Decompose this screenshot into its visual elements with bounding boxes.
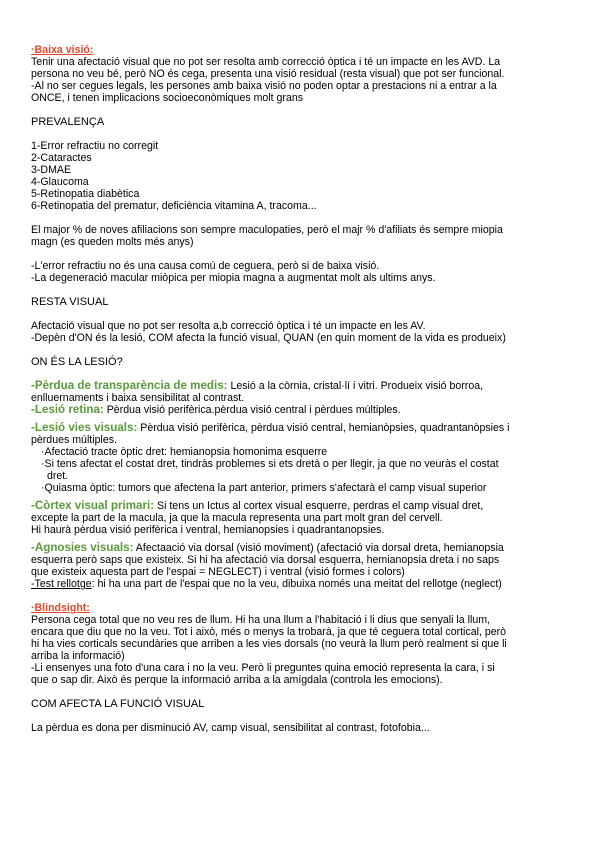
list-item: 5-Retinopatia diabètica	[31, 188, 140, 200]
paragraph-line	[31, 578, 576, 590]
sub-item: ·Si tens afectat el costat dret, tindràs problemes si ets dretà o per llegir, ja que no veuràs el costat	[41, 458, 499, 470]
paragraph-line	[31, 542, 576, 554]
section-heading-blindsight: ·Blindsight:	[31, 602, 90, 614]
paragraph-line: -La degeneració macular miòpica per miopia magna a augmentat molt als ultims anys.	[31, 272, 436, 284]
paragraph-line: arriba la informació)	[31, 650, 125, 662]
paragraph-line: excepte la part de la macula, ja que la macula representa una part molt gran del cervell.	[31, 512, 443, 524]
paragraph-line: encara que diu que no la veu. Tot i això, més o menys la trobarà, ja que té ceguera total cortical, però	[31, 626, 507, 638]
term-text: Pèrdua visió perifèrica, pèrdua visió central, hemianòpsies, quadrantanòpsies i	[137, 422, 510, 434]
paragraph-line: El major % de noves afiliacions son sempre maculopaties, però el majr % d'afiliats és sempre miopia	[31, 224, 503, 236]
term-text: Pèrdua visió perifèrica.pèrdua visió central i pèrdues múltiples.	[103, 404, 401, 416]
paragraph-line: pèrdues múltiples.	[31, 434, 117, 446]
term-label: -Pèrdua de transparència de medis:	[31, 379, 228, 392]
paragraph-line: enlluernaments i baixa sensibilitat al contrast.	[31, 392, 245, 404]
list-item: 3-DMAE	[31, 164, 72, 176]
paragraph-line: -Li ensenyes una foto d'una cara i no la veu. Però li preguntes quina emoció representa la cara, i si	[31, 662, 495, 674]
paragraph-line: que o sap dir. Això és perque la informació arriba a la amígdala (controla les emocions).	[31, 674, 443, 686]
paragraph-line: Persona cega total que no veu res de llum. Hi ha una llum a l'habitació i li dius que senyali la llum,	[31, 614, 490, 626]
paragraph-line: ONCE, i tenen implicacions socioeconòmiques molt grans	[31, 92, 304, 104]
document-page	[31, 44, 576, 734]
section-heading-prevalenca: PREVALENÇA	[31, 116, 105, 128]
term-text: Lesió a la còrnia, cristal·lí i vitri. Produeix visió borroa,	[227, 380, 484, 392]
term-text: Afectaació via dorsal (visió moviment) (afectació via dorsal dreta, hemianopsia	[133, 542, 504, 554]
paragraph-line: -Al no ser cegues legals, les persones amb baixa visió no poden optar a prestacions ni a entrar a la	[31, 80, 497, 92]
term-label: -Test rellotge	[31, 578, 92, 590]
paragraph-line	[31, 380, 576, 392]
list-item: 4-Glaucoma	[31, 176, 89, 188]
paragraph-line	[31, 500, 576, 512]
paragraph-line: Hi haurà pèrdua visió perifèrica i ventral, hemianopsies i quadrantanopsies.	[31, 524, 385, 536]
section-heading-on-es-la-lesio: ON ÉS LA LESIÓ?	[31, 356, 123, 368]
paragraph-line: -Depèn d'ON és la lesió, COM afecta la funció visual, QUAN (en quin moment de la vida es produeix)	[31, 332, 506, 344]
term-label: -Agnosies visuals:	[31, 541, 134, 554]
paragraph-line: Tenir una afectació visual que no pot ser resolta amb correcció òptica i té un impacte en les AVD. La	[31, 56, 501, 68]
paragraph-line: persona no veu bé, però NO és cega, presenta una visió residual (resta visual) que pot ser funcional.	[31, 68, 505, 80]
section-heading-funcio-visual: COM AFECTA LA FUNCIÓ VISUAL	[31, 698, 205, 710]
paragraph-line: hi ha vies corticals secundàries que arriben a les vies dorsals (no veurà la llum però realment si que li	[31, 638, 507, 650]
sub-item: dret.	[47, 470, 69, 482]
sub-item: ·Quiasma òptic: tumors que afectena la part anterior, primers s'afectarà el camp visual superior	[41, 482, 487, 494]
sub-item: ·Afectació tracte òptic dret: hemianopsia homonima esquerre	[41, 446, 328, 458]
paragraph-line	[31, 422, 576, 434]
paragraph-line: esquerra però saps que existeix. Si hi ha afectació via dorsal esquerra, hemianopsia dreta i no saps	[31, 554, 500, 566]
list-item: 2-Cataractes	[31, 152, 92, 164]
section-heading-baixa-visio: ·Baixa visió:	[31, 44, 94, 56]
paragraph-line: magn (es queden molts més anys)	[31, 236, 194, 248]
list-item: 6-Retinopatia del prematur, deficiència vitamina A, tracoma...	[31, 200, 317, 212]
term-label: -Lesió retina:	[31, 403, 104, 416]
term-text: : hi ha una part de l'espai que no la veu, dibuixa només una meitat del rellotge (neglect)	[91, 578, 502, 590]
paragraph-line	[31, 404, 576, 416]
paragraph-line: La pèrdua es dona per disminució AV, camp visual, sensibilitat al contrast, fotofobia...	[31, 722, 430, 734]
paragraph-line: que existeix aquesta part de l'espai = NEGLECT) i ventral (visió formes i colors)	[31, 566, 405, 578]
list-item: 1-Error refractiu no corregit	[31, 140, 159, 152]
paragraph-line: Afectació visual que no pot ser resolta a,b correcció òptica i té un impacte en les AV.	[31, 320, 426, 332]
term-label: -Còrtex visual primari:	[31, 499, 155, 512]
term-text: Si tens un Ictus al cortex visual esquerre, perdras el camp visual dret,	[154, 500, 484, 512]
section-heading-resta-visual: RESTA VISUAL	[31, 296, 109, 308]
term-label: -Lesió vies visuals:	[31, 421, 138, 434]
paragraph-line: -L'error refractiu no és una causa comú de ceguera, però si de baixa visió.	[31, 260, 380, 272]
